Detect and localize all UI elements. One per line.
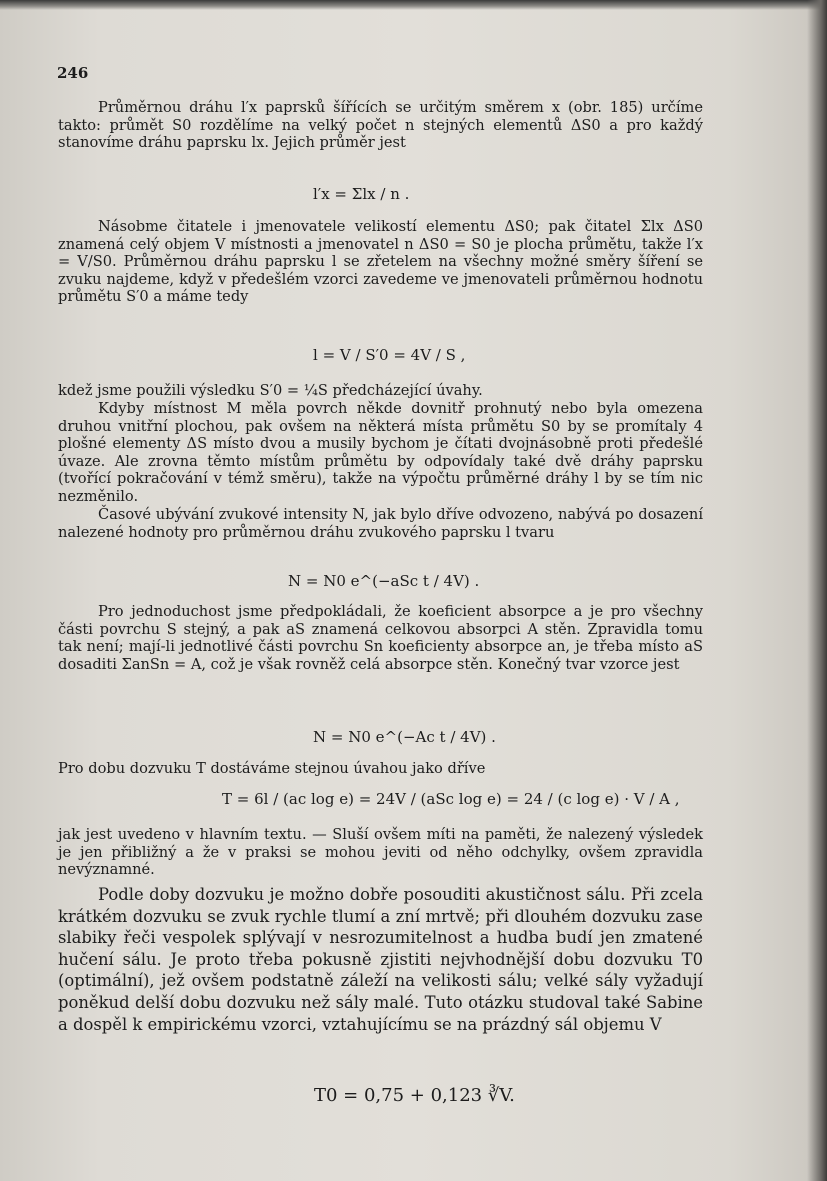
paragraph-8: jak jest uvedeno v hlavním textu. — Sluší ovšem míti na paměti, že nalezený výsledek je jen přibližný a že v praksi se mohou jeviti od něho odchylky, ovšem zpravidla nevýznamné. (58, 826, 703, 879)
paragraph-2: Násobme čitatele i jmenovatele velikostí elementu ΔS0; pak čitatel Σlx ΔS0 znamená celý objem V místnosti a jmenovatel n ΔS0 = S0 je plocha průmětu, takže l′x = V/S0. Průměrnou dráhu paprsku l se zřetelem na všechny možné směry šíření se zvuku najdeme, když v předešlém vzorci zavedeme ve jmenovateli průměrnou hodnotu průmětu S′0 a máme tedy (58, 218, 703, 306)
paragraph-6: Pro jednoduchost jsme předpokládali, že koeficient absorpce a je pro všechny části povrchu S stejný, a pak aS znamená celkovou absorpci A stěn. Zpravidla tomu tak není; mají-li jednotlivé části povrchu Sn koeficienty absorpce an, je třeba místo aS dosaditi ΣanSn = A, což je však rovněž celá absorpce stěn. Konečný tvar vzorce jest (58, 603, 703, 673)
equation-intensity-2: N = N0 e^(−Ac t / 4V) . (313, 728, 496, 746)
equation-sabine: T0 = 0,75 + 0,123 ∛V. (314, 1085, 515, 1106)
paragraph-7: Pro dobu dozvuku T dostáváme stejnou úvahou jako dříve (58, 760, 486, 777)
equation-mean-path-x: l′x = Σlx / n . (313, 185, 410, 203)
paragraph-1: Průměrnou dráhu l′x paprsků šířících se určitým směrem x (obr. 185) určíme takto: průmět S0 rozdělíme na velký počet n stejných elementů ΔS0 a pro každý stanovíme dráhu paprsku lx. Jejich průměr jest (58, 99, 703, 152)
paragraph-5: Časové ubývání zvukové intensity N, jak bylo dříve odvozeno, nabývá po dosazení nalezené hodnoty pro průměrnou dráhu zvukového paprsku l tvaru (58, 506, 703, 541)
paragraph-4: Kdyby místnost M měla povrch někde dovnitř prohnutý nebo byla omezena druhou vnitřní plochou, pak ovšem na některá místa průmětu S0 by se promítaly 4 plošné elementy ΔS místo dvou a musily bychom je čítati dvojnásobně proti předešlé úvaze. Ale zrovna těmto místům průmětu by odpovídaly také dvě dráhy paprsku (tvořící pokračování v témž směru), takže na výpočtu průměrné dráhy l by se tím nic nezměnilo. (58, 400, 703, 505)
equation-mean-path: l = V / S′0 = 4V / S , (313, 346, 466, 364)
page-binding-shadow (807, 0, 827, 1181)
page-top-shadow (0, 0, 827, 10)
equation-intensity-1: N = N0 e^(−aSc t / 4V) . (288, 572, 480, 590)
paragraph-9: Podle doby dozvuku je možno dobře posouditi akustičnost sálu. Při zcela krátkém dozvuku se zvuk rychle tlumí a zní mrtvě; při dlouhém dozvuku zase slabiky řeči vespolek splývají v nesrozumitelnost a hudba budí jen zmatené hučení sálu. Je proto třeba pokusně zjistiti nejvhodnější dobu dozvuku T0 (optimální), jež ovšem podstatně záleží na velikosti sálu; velké sály vyžadují poněkud delší dobu dozvuku než sály malé. Tuto otázku studoval také Sabine a dospěl k empirickému vzorci, vztahujícímu se na prázdný sál objemu V (58, 885, 703, 1034)
equation-reverberation-time: T = 6l / (ac log e) = 24V / (aSc log e) = 24 / (c log e) · V / A , (222, 790, 680, 808)
page-number: 246 (57, 64, 89, 82)
paragraph-3: kdež jsme použili výsledku S′0 = ¼S předcházející úvahy. (58, 382, 483, 399)
